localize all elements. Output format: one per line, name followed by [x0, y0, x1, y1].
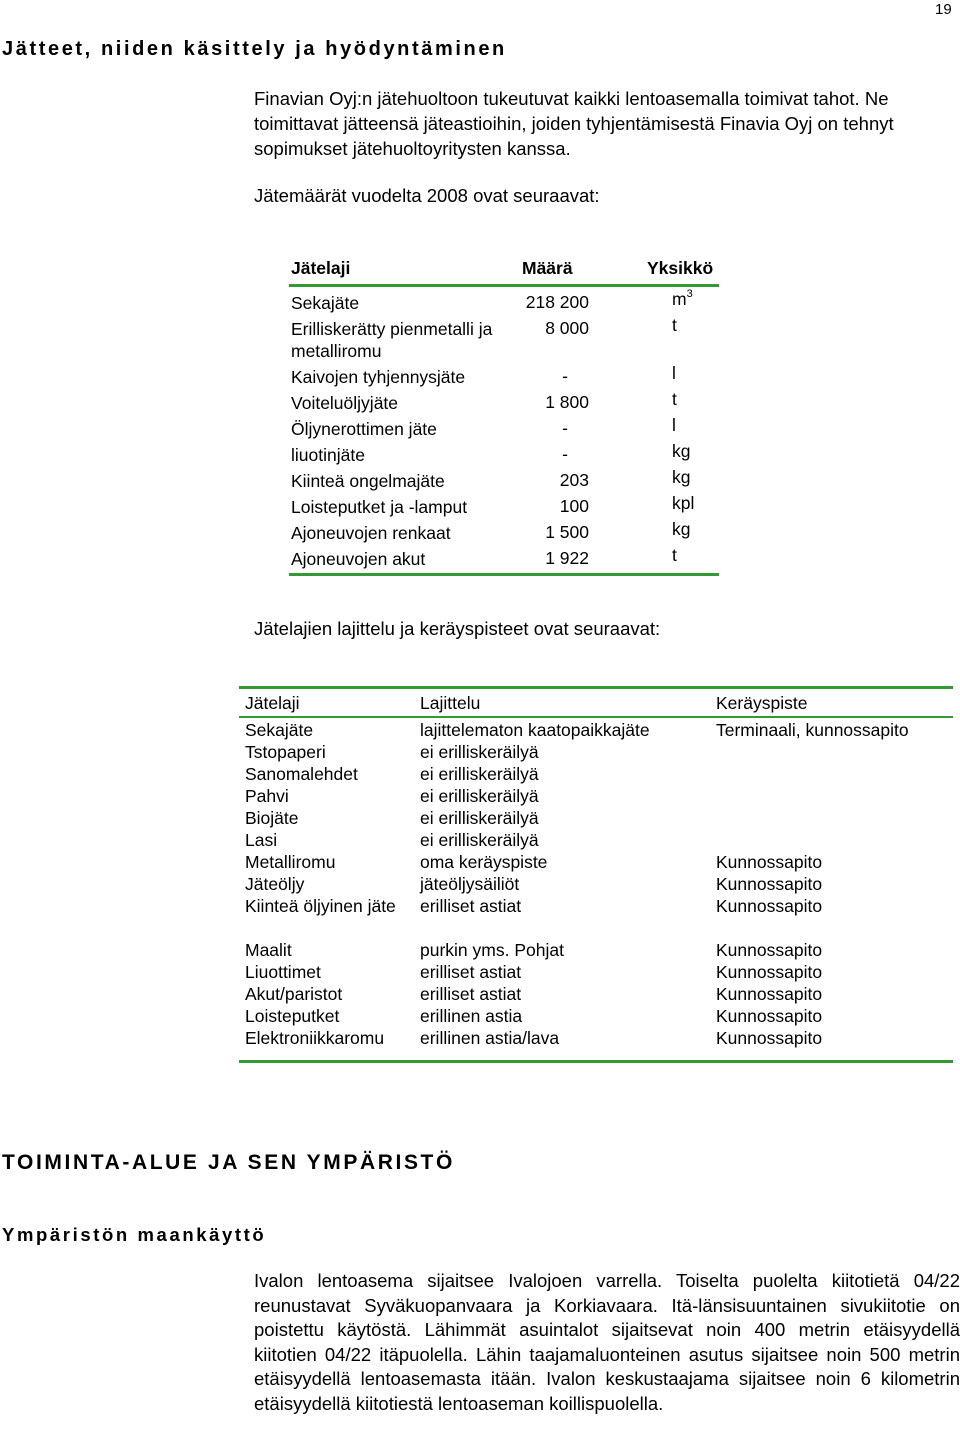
table-row — [289, 491, 719, 517]
table-row — [239, 718, 953, 740]
column-header-sorting: Lajittelu — [420, 693, 481, 713]
waste-amounts-table — [289, 254, 719, 576]
amount-cell: 1 922 — [545, 548, 589, 568]
amount-cell: 218 200 — [525, 292, 589, 312]
unit-text: t — [672, 545, 677, 565]
waste-type-cell: Erilliskerätty pienmetalli ja metalliromu — [291, 319, 493, 361]
collection-point-cell: Kunnossapito — [716, 896, 823, 916]
waste-type-cell: Sanomalehdet — [245, 764, 358, 784]
unit-cell — [672, 315, 677, 336]
unit-cell — [672, 415, 676, 436]
table-row — [289, 439, 719, 465]
column-header-type: Jätelaji — [245, 693, 300, 713]
table-row — [289, 387, 719, 413]
waste-type-cell: Ajoneuvojen akut — [291, 549, 426, 569]
section-title: Jätteet, niiden käsittely ja hyödyntäminen — [2, 38, 507, 60]
sorting-cell: ei erilliskeräilyä — [420, 808, 539, 828]
unit-cell — [672, 519, 690, 540]
waste-type-cell: Liuottimet — [245, 962, 321, 982]
unit-cell — [672, 545, 677, 566]
table-row — [289, 413, 719, 439]
amount-cell: - — [562, 366, 568, 386]
sorting-cell: erilliset astiat — [420, 896, 522, 916]
unit-cell — [672, 289, 693, 310]
table-row — [289, 543, 719, 569]
unit-text: t — [672, 315, 677, 335]
table-row — [239, 828, 953, 850]
intro-paragraph: Finavian Oyj:n jätehuoltoon tukeutuvat kaikki lentoasemalla toimivat tahot. Ne toimittavat jätteensä jäteastioihin, joiden tyhjentämisestä Finavia Oyj on tehnyt sopimukset jätehuoltoyritysten kanssa. — [254, 88, 894, 159]
amount-cell: 100 — [559, 496, 589, 516]
table-row — [289, 287, 719, 313]
table-row — [239, 938, 953, 960]
amount-cell: 203 — [559, 470, 589, 490]
amount-cell: 1 800 — [545, 392, 589, 412]
waste-type-cell: liuotinjäte — [291, 445, 365, 465]
unit-cell — [672, 493, 694, 514]
sorting-cell: erillinen astia — [420, 1006, 523, 1026]
table-header — [289, 254, 719, 287]
table-row — [239, 1026, 953, 1048]
column-header-amount: Määrä — [522, 258, 573, 278]
waste-type-cell: Sekajäte — [245, 720, 314, 740]
page-number: 19 — [935, 1, 952, 18]
amount-cell: - — [562, 444, 568, 464]
collection-point-cell: Terminaali, kunnossapito — [716, 720, 909, 740]
collection-point-cell: Kunnossapito — [716, 1006, 823, 1026]
sorting-cell: oma keräyspiste — [420, 852, 548, 872]
waste-type-cell: Lasi — [245, 830, 278, 850]
unit-text: kg — [672, 441, 691, 461]
waste-type-cell: Öljynerottimen jäte — [291, 419, 437, 439]
waste-type-cell: Metalliromu — [245, 852, 336, 872]
waste-type-cell: Kiinteä ongelmajäte — [291, 471, 445, 491]
sorting-cell: erillinen astia/lava — [420, 1028, 560, 1048]
sorting-cell: ei erilliskeräilyä — [420, 742, 539, 762]
table-row — [239, 850, 953, 872]
table-row — [239, 784, 953, 806]
column-header-unit: Yksikkö — [647, 258, 714, 278]
waste-type-cell: Elektroniikkaromu — [245, 1028, 385, 1048]
unit-cell — [672, 441, 690, 462]
waste-type-cell: Pahvi — [245, 786, 289, 806]
table-body — [239, 718, 953, 1063]
waste-type-cell: Kaivojen tyhjennysjäte — [291, 367, 466, 387]
table-row — [239, 982, 953, 1004]
table-row — [239, 1004, 953, 1026]
waste-sorting-table — [239, 686, 953, 1063]
waste-type-cell: Ajoneuvojen renkaat — [291, 523, 451, 543]
column-header-collection-point: Keräyspiste — [716, 693, 808, 713]
amount-cell: - — [562, 418, 568, 438]
unit-cell — [672, 363, 676, 384]
sorting-intro: Jätelajien lajittelu ja keräyspisteet ovat seuraavat: — [254, 618, 661, 639]
waste-type-cell: Sekajäte — [291, 293, 360, 313]
table-header — [239, 686, 953, 718]
table-row — [239, 740, 953, 762]
waste-type-cell: Akut/paristot — [245, 984, 343, 1004]
column-header-type: Jätelaji — [291, 258, 351, 278]
waste-type-cell: Tstopaperi — [245, 742, 326, 762]
sub-heading: Ympäristön maankäyttö — [2, 1224, 267, 1245]
table-row — [289, 361, 719, 387]
main-heading: TOIMINTA-ALUE JA SEN YMPÄRISTÖ — [2, 1151, 455, 1174]
table-body — [289, 287, 719, 576]
unit-text: kg — [672, 519, 691, 539]
sorting-cell: ei erilliskeräilyä — [420, 830, 539, 850]
sorting-cell: purkin yms. Pohjat — [420, 940, 564, 960]
sorting-cell: jäteöljysäiliöt — [420, 874, 520, 894]
sorting-cell: erilliset astiat — [420, 984, 522, 1004]
collection-point-cell: Kunnossapito — [716, 874, 823, 894]
waste-type-cell: Biojäte — [245, 808, 299, 828]
table-row — [239, 806, 953, 828]
collection-point-cell: Kunnossapito — [716, 852, 823, 872]
waste-type-cell: Loisteputket ja -lamput — [291, 497, 468, 517]
collection-point-cell: Kunnossapito — [716, 984, 823, 1004]
table-row — [289, 465, 719, 491]
sorting-cell: lajittelematon kaatopaikkajäte — [420, 720, 650, 740]
waste-type-cell: Loisteputket — [245, 1006, 340, 1026]
unit-cell — [672, 467, 690, 488]
waste-type-cell: Maalit — [245, 940, 292, 960]
amounts-intro: Jätemäärät vuodelta 2008 ovat seuraavat: — [254, 185, 600, 206]
sorting-cell: erilliset astiat — [420, 962, 522, 982]
waste-type-cell: Kiinteä öljyinen jäte — [245, 896, 396, 916]
waste-type-cell: Voiteluöljyjäte — [291, 393, 399, 413]
collection-point-cell: Kunnossapito — [716, 962, 823, 982]
sorting-cell: ei erilliskeräilyä — [420, 786, 539, 806]
waste-type-cell: Jäteöljy — [245, 874, 305, 894]
table-row — [289, 517, 719, 543]
unit-text: l — [672, 363, 676, 383]
table-row — [239, 872, 953, 894]
unit-text: kpl — [672, 493, 695, 513]
table-row — [239, 960, 953, 982]
body-paragraph: Ivalon lentoasema sijaitsee Ivalojoen varrella. Toiselta puolelta kiitotietä 04/22 reunustavat Syväkuopanvaara ja Korkiavaara. Itä-länsisuuntainen sivukiitotie on poistettu käytöstä. Lähimmät asuintalot sijaitsevat noin 400 metrin etäisyydellä kiitotien 04/22 itäpuolella. Lähin taajamaluonteinen asutus sijaitsee noin 500 metrin etäisyydellä lentoasemasta itään. Ivalon keskustaajama sijaitsee noin 6 kilometrin etäisyydellä kiitotiestä lentoaseman koillispuolella. — [254, 1270, 960, 1414]
collection-point-cell: Kunnossapito — [716, 1028, 823, 1048]
unit-text: m — [672, 289, 687, 309]
table-row — [289, 313, 719, 361]
table-row — [239, 894, 953, 938]
unit-text: kg — [672, 467, 691, 487]
unit-text: t — [672, 389, 677, 409]
unit-superscript: 3 — [686, 288, 693, 301]
unit-cell — [672, 389, 677, 410]
unit-text: l — [672, 415, 676, 435]
amount-cell: 1 500 — [545, 522, 589, 542]
sorting-cell: ei erilliskeräilyä — [420, 764, 539, 784]
collection-point-cell: Kunnossapito — [716, 940, 823, 960]
table-row — [239, 762, 953, 784]
amount-cell: 8 000 — [545, 318, 589, 338]
